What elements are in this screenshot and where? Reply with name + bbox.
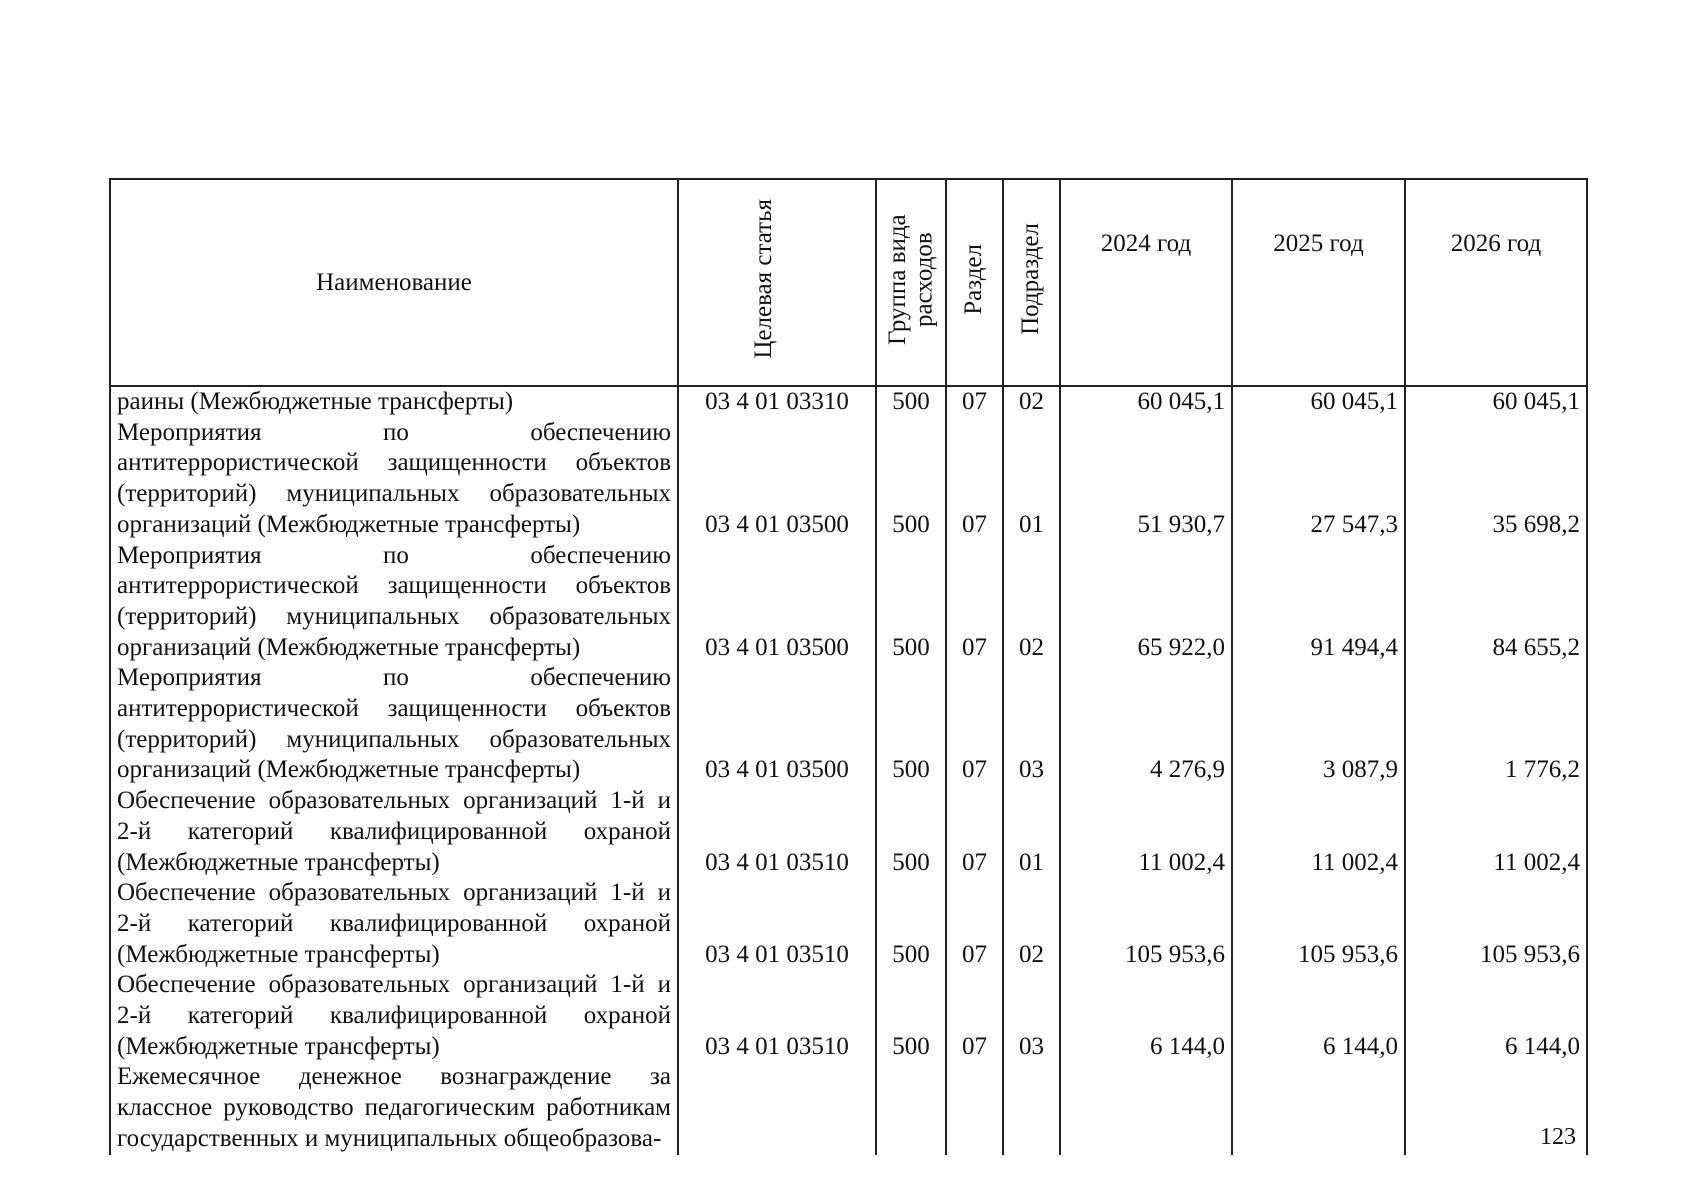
row-section: 07 bbox=[946, 878, 1003, 970]
row-2026: 11 002,4 bbox=[1405, 786, 1587, 878]
row-2025: 27 547,3 bbox=[1232, 418, 1405, 541]
row-name: раины (Межбюджетные трансферты) bbox=[110, 386, 678, 418]
header-target-article: Целевая статья bbox=[678, 179, 876, 386]
row-section: 07 bbox=[946, 786, 1003, 878]
row-name: Обеспечение образовательных организаций 1-й и 2-й категорий квалифицированной охраной (Межбюджетные трансферты) bbox=[110, 878, 678, 970]
header-2024: 2024 год bbox=[1060, 179, 1232, 386]
row-name: Обеспечение образовательных организаций 1-й и 2-й категорий квалифицированной охраной (Межбюджетные трансферты) bbox=[110, 970, 678, 1062]
row-subsection: 03 bbox=[1003, 663, 1060, 786]
row-target-article: 03 4 01 03510 bbox=[678, 970, 876, 1062]
row-2025: 91 494,4 bbox=[1232, 541, 1405, 664]
row-expense-group: 500 bbox=[876, 386, 946, 418]
table-row bbox=[110, 663, 1587, 786]
row-section: 07 bbox=[946, 663, 1003, 786]
row-expense-group: 500 bbox=[876, 541, 946, 664]
row-name: Мероприятия по обеспечению антитеррористической защищенности объектов (территорий) муниципальных образовательных организаций (Межбюджетные трансферты) bbox=[110, 663, 678, 786]
row-2024: 11 002,4 bbox=[1060, 786, 1232, 878]
row-target-article: 03 4 01 03500 bbox=[678, 418, 876, 541]
row-2024: 60 045,1 bbox=[1060, 386, 1232, 418]
header-name: Наименование bbox=[110, 179, 678, 386]
row-target-article: 03 4 01 03500 bbox=[678, 541, 876, 664]
row-section: 07 bbox=[946, 970, 1003, 1062]
row-subsection: 02 bbox=[1003, 878, 1060, 970]
row-subsection: 02 bbox=[1003, 386, 1060, 418]
budget-table bbox=[109, 178, 1588, 1155]
row-expense-group: 500 bbox=[876, 418, 946, 541]
table-row bbox=[110, 418, 1587, 541]
row-expense-group: 500 bbox=[876, 786, 946, 878]
row-2025: 11 002,4 bbox=[1232, 786, 1405, 878]
row-2024: 4 276,9 bbox=[1060, 663, 1232, 786]
row-2026: 60 045,1 bbox=[1405, 386, 1587, 418]
row-2024: 6 144,0 bbox=[1060, 970, 1232, 1062]
table-row bbox=[110, 386, 1587, 418]
row-2026: 35 698,2 bbox=[1405, 418, 1587, 541]
row-name: Мероприятия по обеспечению антитеррористической защищенности объектов (территорий) муниципальных образовательных организаций (Межбюджетные трансферты) bbox=[110, 541, 678, 664]
header-subsection: Подраздел bbox=[1003, 179, 1060, 386]
row-expense-group: 500 bbox=[876, 663, 946, 786]
row-2026: 105 953,6 bbox=[1405, 878, 1587, 970]
page-number: 123 bbox=[1540, 1124, 1576, 1150]
row-subsection: 03 bbox=[1003, 970, 1060, 1062]
header-section: Раздел bbox=[946, 179, 1003, 386]
table-row bbox=[110, 541, 1587, 664]
table-row-continued bbox=[110, 1062, 1587, 1154]
row-name: Ежемесячное денежное вознаграждение за классное руководство педагогическим работникам государственных и муниципальных общеобразова- bbox=[110, 1062, 678, 1154]
row-section: 07 bbox=[946, 418, 1003, 541]
row-name: Обеспечение образовательных организаций 1-й и 2-й категорий квалифицированной охраной (Межбюджетные трансферты) bbox=[110, 786, 678, 878]
row-expense-group: 500 bbox=[876, 970, 946, 1062]
table-row bbox=[110, 878, 1587, 970]
row-subsection: 02 bbox=[1003, 541, 1060, 664]
row-subsection: 01 bbox=[1003, 418, 1060, 541]
row-section: 07 bbox=[946, 386, 1003, 418]
row-2024: 105 953,6 bbox=[1060, 878, 1232, 970]
header-expense-group: Группа вида расходов bbox=[876, 179, 946, 386]
row-2025: 6 144,0 bbox=[1232, 970, 1405, 1062]
row-subsection: 01 bbox=[1003, 786, 1060, 878]
row-2026: 6 144,0 bbox=[1405, 970, 1587, 1062]
header-2025: 2025 год bbox=[1232, 179, 1405, 386]
row-2026: 84 655,2 bbox=[1405, 541, 1587, 664]
table-row bbox=[110, 786, 1587, 878]
header-2026: 2026 год bbox=[1405, 179, 1587, 386]
row-2026: 1 776,2 bbox=[1405, 663, 1587, 786]
row-2025: 60 045,1 bbox=[1232, 386, 1405, 418]
row-2024: 51 930,7 bbox=[1060, 418, 1232, 541]
row-target-article: 03 4 01 03510 bbox=[678, 786, 876, 878]
row-target-article: 03 4 01 03510 bbox=[678, 878, 876, 970]
table-row bbox=[110, 970, 1587, 1062]
row-name: Мероприятия по обеспечению антитеррористической защищенности объектов (территорий) муниципальных образовательных организаций (Межбюджетные трансферты) bbox=[110, 418, 678, 541]
table-header-row bbox=[110, 179, 1587, 386]
row-target-article: 03 4 01 03500 bbox=[678, 663, 876, 786]
row-section: 07 bbox=[946, 541, 1003, 664]
row-target-article: 03 4 01 03310 bbox=[678, 386, 876, 418]
row-expense-group: 500 bbox=[876, 878, 946, 970]
row-2024: 65 922,0 bbox=[1060, 541, 1232, 664]
row-2025: 105 953,6 bbox=[1232, 878, 1405, 970]
row-2025: 3 087,9 bbox=[1232, 663, 1405, 786]
